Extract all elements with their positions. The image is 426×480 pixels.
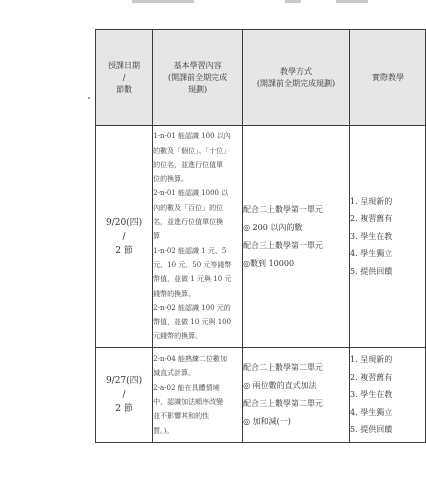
learning-content-cell: 1-n-01 能認識 100 以內 的數及「個位」、「十位」 的位名，並進行位值單 位的換算。 2-n-01 能認識 1000 以 內的數及「百位」的位 名，並進行位值單位換 算 1-n-02 能認識 1 元、5 元、10 元、50 元等錢幣 幣值，並做 1 元與 10 元 錢幣的換算。 2-n-02 能認識 100 元的 幣值，並做 10 元與 100 元錢幣的換算。 — [153, 126, 243, 348]
teaching-method-cell: 配合二上數學第二單元 ◎ 兩位數的直式加法 配合三上數學第二單元 ◎ 加和減(一) — [243, 348, 350, 443]
teaching-plan-table — [95, 29, 426, 443]
actual-teaching-cell: 1. 呈現新的 2. 複習舊有 3. 學生在教 4. 學生獨立 5. 提供回饋 — [350, 126, 426, 348]
scan-fragment-right — [336, 0, 368, 3]
header-row — [96, 30, 426, 126]
teaching-method-cell: 配合二上數學第一單元 ◎ 200 以內的數 配合三上數學第一單元 ◎數到 10000 — [243, 126, 350, 348]
header-teaching-method: 教學方式 (開課前全期完成規劃) — [243, 30, 350, 126]
learning-content-cell: 2-n-04 能熟練二位數加 減直式計算。 2-a-02 能在具體情境 中，認識加法順序改變 並不影響其和的性 質。)。 — [153, 348, 243, 443]
header-actual-teaching: 實際教學 — [350, 30, 426, 126]
actual-teaching-cell: 1. 呈現新的 2. 複習舊有 3. 學生在教 4. 學生獨立 5. 提供回饋 — [350, 348, 426, 443]
header-learning-content: 基本學習內容 (開課前全期完成 規劃) — [153, 30, 243, 126]
table-row — [96, 348, 426, 443]
header-date-periods: 授課日期 / 節數 — [96, 30, 153, 126]
table-row — [96, 126, 426, 348]
scan-speck — [88, 97, 90, 99]
scan-fragment-mid — [285, 0, 301, 3]
date-cell: 9/27(四) / 2 節 — [96, 348, 153, 443]
scan-fragment-left — [132, 0, 194, 3]
date-cell: 9/20(四) / 2 節 — [96, 126, 153, 348]
